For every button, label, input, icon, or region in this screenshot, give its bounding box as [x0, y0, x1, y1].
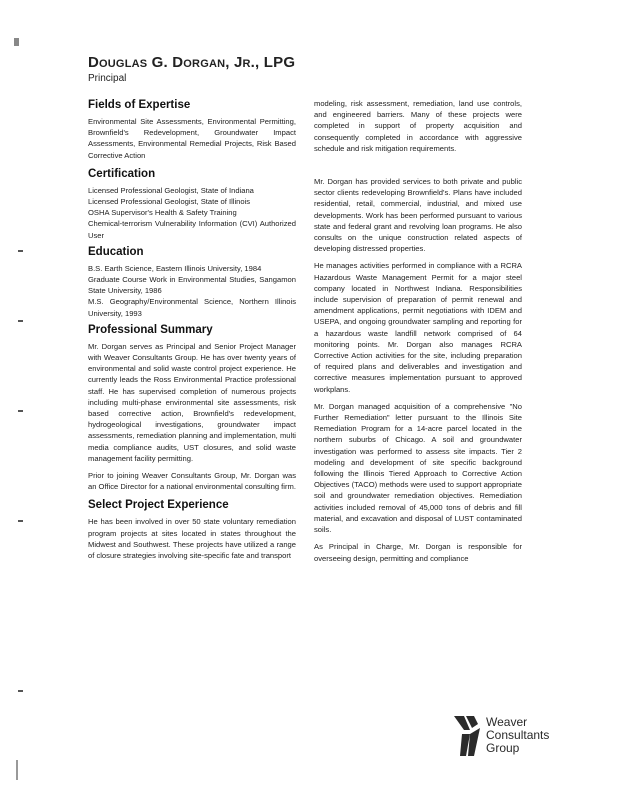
logo-wordmark: [486, 716, 549, 755]
experience-continuation-text: modeling, risk assessment, remediation, land use controls, and engineered barriers. Many of these projects were completed in support of property acquisition and consequently completed in accordance with aggressive schedule and risk mitigation requirements.: [314, 99, 522, 153]
company-logo: [452, 712, 562, 762]
scan-mark: [18, 320, 23, 322]
experience-paragraph: Mr. Dorgan has provided services to both private and public sector clients redeveloping Brownfield's. Plans have included residential, retail, commercial, industrial, and mixed use developments. Work has been performed pursuant to various state and federal grant and revolving loan programs. He also consults on the unique construction related aspects of developing distressed properties.: [314, 177, 522, 254]
person-title: Principal: [88, 73, 127, 84]
scan-mark: [16, 760, 18, 780]
scan-mark: [18, 690, 23, 692]
scan-mark: [14, 38, 19, 46]
summary-paragraph: Mr. Dorgan serves as Principal and Senior Project Manager with Weaver Consultants Group. He has over twenty years of environmental and solid waste control project experience. He currently leads the Ross Environmental Practice professional staff. He has supervised completion of numerous projects including multi-phase environmental site assessments, risk based corrective action, Brownfield's redevelopment, hydrogeological investigations, groundwater impact assessments, remediation planning and implementation, multi media compliance audits, UST closures, and solid waste management facility permitting.: [88, 341, 296, 463]
experience-heading: Select Project Experience: [88, 499, 229, 512]
certification-item: OSHA Supervisor's Health & Safety Training: [88, 208, 237, 218]
education-item: M.S. Geography/Environmental Science, Northern Illinois University, 1993: [88, 297, 296, 318]
left-column: [88, 98, 296, 567]
education-heading: Education: [88, 245, 144, 258]
experience-paragraph: As Principal in Charge, Mr. Dorgan is responsible for overseeing design, permitting and compliance: [314, 542, 522, 563]
education-item: Graduate Course Work in Environmental Studies, Sangamon State University, 1986: [88, 275, 296, 296]
person-name: Douglas G. Dorgan, Jr., LPG: [88, 54, 296, 71]
experience-paragraph: He manages activities performed in compliance with a RCRA Hazardous Waste Management Permit for a major steel company located in Northwest Indiana. Responsibilities include supervision of preparation of permit renewal and amendment applications, permit negotiations with IDEM and USEPA, and ongoing groundwater sampling and reporting for a hazardous waste landfill network comprised of 64 monitoring points. Mr. Dorgan also manages RCRA Corrective Action activities for the site, including preparation of required plans and deliverables and investigation and corrective measures implementation pursuant to approved workplans.: [314, 261, 522, 394]
expertise-heading: Fields of Expertise: [88, 99, 191, 111]
logo-line-3: Group: [486, 741, 520, 755]
summary-paragraph: Prior to joining Weaver Consultants Group, Mr. Dorgan was an Office Director for a national environmental consulting firm.: [88, 471, 296, 492]
certification-item: Licensed Professional Geologist, State of Illinois: [88, 197, 251, 207]
certification-list: [88, 185, 296, 241]
logo-line-1: Weaver: [486, 715, 528, 729]
weaver-logo-icon: [452, 714, 482, 758]
certification-heading: Certification: [88, 167, 156, 180]
education-item: B.S. Earth Science, Eastern Illinois University, 1984: [88, 263, 262, 273]
expertise-text: Environmental Site Assessments, Environmental Permitting, Brownfield's Redevelopment, Groundwater Impact Assessments, Environmental Remedial Projects, Risk Based Corrective Action: [88, 117, 296, 160]
education-list: [88, 263, 296, 319]
scan-mark: [18, 520, 23, 522]
right-column: [314, 98, 522, 570]
certification-item: Chemical-terrorism Vulnerability Information (CVI) Authorized User: [88, 219, 296, 240]
experience-paragraph-continued: [314, 98, 522, 170]
experience-paragraph: He has been involved in over 50 state voluntary remediation program projects at sites located in states throughout the Midwest and Southwest. These projects have utilized a range of closure strategies involving site-specific fate and transport: [88, 517, 296, 561]
summary-heading: Professional Summary: [88, 323, 213, 336]
scan-mark: [18, 410, 23, 412]
logo-line-2: Consultants: [486, 728, 550, 742]
certification-item: Licensed Professional Geologist, State of Indiana: [88, 185, 254, 195]
experience-paragraph: Mr. Dorgan managed acquisition of a comprehensive "No Further Remediation" letter pursuant to the Illinois Site Remediation Program for a 14-acre parcel located in the northern suburbs of Chicago. A soil and groundwater investigation was performed to assess site impacts. Tier 2 modeling and development of site specific background following the Illinois Tiered Approach to Corrective Action Objectives (TACO) methods were used to support appropriate soil and groundwater remediation objectives. Remediation activities included removal of 45,000 tons of debris and fill material, and excavation and disposal of LUST contaminated soils.: [314, 401, 522, 535]
scan-mark: [18, 250, 23, 252]
